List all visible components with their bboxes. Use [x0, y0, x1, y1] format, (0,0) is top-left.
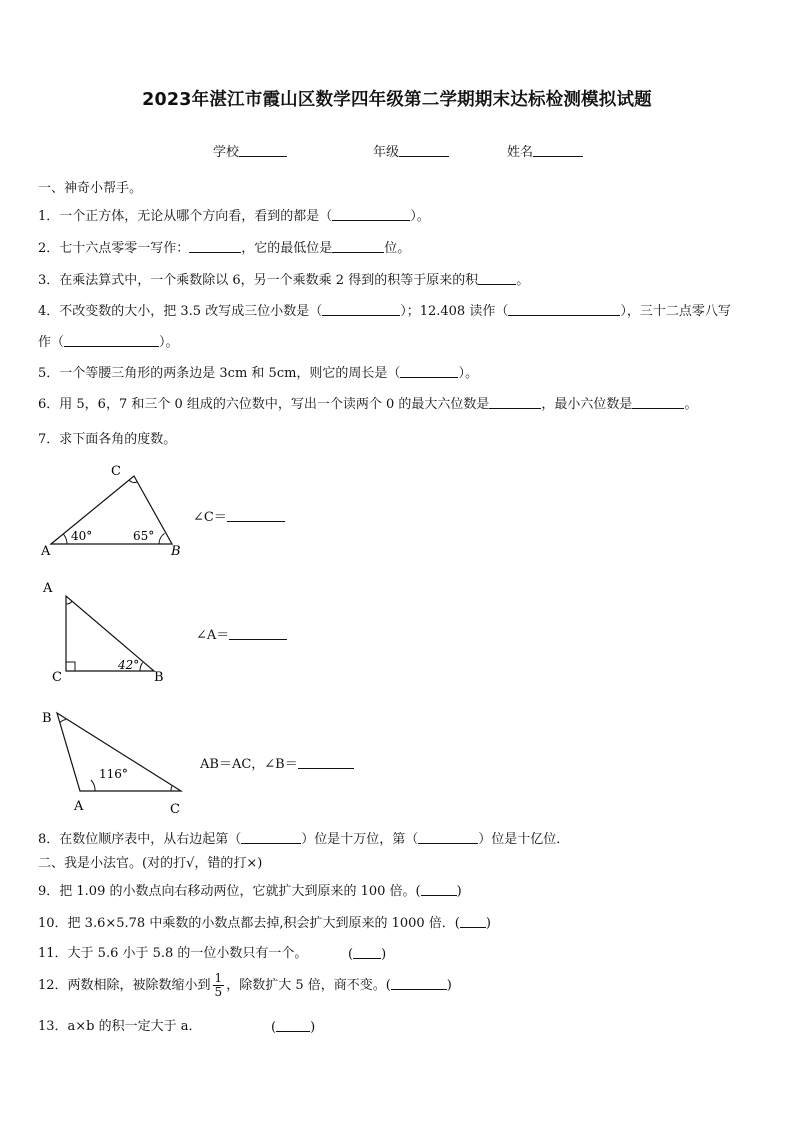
answer-blank[interactable] [332, 240, 384, 253]
vertex-c-label: C [52, 670, 62, 685]
angle-b-arc [140, 663, 143, 671]
angle-a-value: 116° [99, 767, 128, 781]
triangle-1-answer: ∠C＝ [193, 506, 285, 525]
triangle-2-shape [66, 596, 154, 671]
question-6: 6．用 5，6，7 和三个 0 组成的六位数中，写出一个读两个 0 的最大六位数是 ，最小六位数是 。 [38, 397, 698, 412]
angle-a-arc [63, 534, 67, 544]
angle-a-arc [91, 780, 95, 791]
question-3: 3．在乘法算式中，一个乘数除以 6，另一个乘数乘 2 得到的积等于原来的积 。 [38, 273, 530, 288]
vertex-c-label: C [111, 464, 121, 479]
answer-blank[interactable] [418, 831, 478, 844]
question-9: 9．把 1.09 的小数点向右移动两位，它就扩大到原来的 100 倍。( ) [38, 884, 462, 899]
section1-heading: 一、神奇小帮手。 [38, 181, 143, 196]
answer-blank[interactable] [353, 946, 381, 959]
answer-blank[interactable] [391, 977, 447, 990]
answer-blank[interactable] [189, 240, 241, 253]
question-12: 12．两数相除，被除数缩小到 $\frac{1}{5}$ ，除数扩大 5 倍，商不变。( ) [38, 971, 452, 999]
question-4-cont: 作（ ）。 [38, 335, 179, 350]
school-label: 学校 [213, 145, 240, 160]
grade-blank[interactable] [399, 144, 449, 157]
angle-c-arc [171, 786, 172, 791]
grade-field [373, 141, 449, 160]
vertex-b-label: B [42, 711, 52, 726]
triangle-3-answer: AB＝AC，∠B＝ [200, 753, 354, 772]
name-label: 姓名 [507, 145, 534, 160]
question-11-answer: ( ) [348, 947, 387, 962]
answer-blank[interactable] [322, 303, 400, 316]
answer-blank[interactable] [64, 334, 159, 347]
answer-blank[interactable] [332, 208, 410, 221]
name-field [507, 141, 583, 160]
fraction-one-fifth: $\frac{1}{5}$ [214, 971, 223, 999]
triangle-1-figure [38, 460, 188, 560]
grade-label: 年级 [373, 145, 400, 160]
question-8: 8．在数位顺序表中，从右边起第（ ）位是十万位，第（ ）位是十亿位． [38, 832, 570, 847]
triangle-3-figure [38, 706, 198, 818]
answer-blank[interactable] [421, 883, 457, 896]
answer-blank[interactable] [276, 1019, 310, 1032]
question-13: 13．a×b 的积一定大于 a． [38, 1019, 202, 1034]
school-blank[interactable] [239, 144, 287, 157]
angle-b-arc [159, 533, 165, 544]
angle-b-arc [60, 720, 66, 723]
vertex-b-label: B [171, 544, 181, 559]
section2-heading: 二、我是小法官。(对的打√，错的打×) [38, 856, 263, 871]
answer-blank[interactable] [400, 365, 458, 378]
angle-b-value: 42° [118, 658, 140, 672]
answer-blank[interactable] [478, 272, 516, 285]
name-blank[interactable] [533, 144, 583, 157]
triangle-2-figure [38, 576, 178, 686]
answer-blank[interactable] [508, 303, 620, 316]
answer-blank[interactable] [227, 509, 285, 522]
vertex-c-label: C [170, 802, 180, 817]
school-field [213, 141, 287, 160]
angle-b-value: 65° [133, 529, 155, 543]
question-10: 10．把 3.6×5.78 中乘数的小数点都去掉,积会扩大到原来的 1000 倍．( ) [38, 916, 491, 931]
angle-a-arc [66, 602, 72, 605]
answer-blank[interactable] [298, 756, 354, 769]
answer-blank[interactable] [229, 627, 287, 640]
vertex-a-label: A [74, 799, 84, 814]
answer-blank[interactable] [489, 396, 541, 409]
question-11: 11．大于 5.6 小于 5.8 的一位小数只有一个。 [38, 946, 308, 961]
question-7: 7．求下面各角的度数。 [38, 432, 177, 447]
page-title: 2023年湛江市霞山区数学四年级第二学期期末达标检测模拟试题 [142, 90, 652, 110]
question-4: 4．不改变数的大小，把 3.5 改写成三位小数是（ ）；12.408 读作（ ），三十二点零八写 [38, 304, 731, 319]
angle-a-value: 40° [71, 529, 93, 543]
answer-blank[interactable] [460, 915, 486, 928]
vertex-b-label: B [154, 670, 164, 685]
question-13-answer: ( ) [271, 1020, 316, 1035]
answer-blank[interactable] [241, 831, 301, 844]
question-1: 1．一个正方体，无论从哪个方向看，看到的都是（ ）。 [38, 209, 430, 224]
vertex-a-label: A [41, 544, 51, 559]
question-5: 5．一个等腰三角形的两条边是 3cm 和 5cm，则它的周长是（ ）。 [38, 366, 478, 381]
question-2: 2．七十六点零零一写作： ，它的最低位是 位。 [38, 241, 411, 256]
triangle-2-answer: ∠A＝ [196, 624, 287, 643]
answer-blank[interactable] [632, 396, 684, 409]
vertex-a-label: A [43, 581, 53, 596]
right-angle-mark [66, 662, 75, 671]
